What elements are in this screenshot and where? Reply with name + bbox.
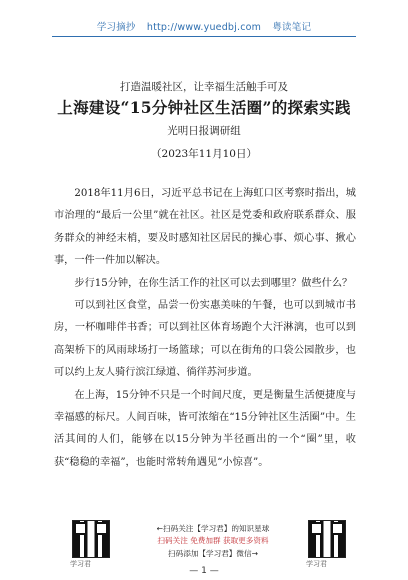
qr-left-caption: 学习君	[70, 560, 91, 568]
article-title: 上海建设“15分钟社区生活圈”的探索实践	[57, 98, 351, 117]
promo-line-1: ←扫码关注【学习君】的知识星球	[156, 524, 270, 533]
body-paragraph: 可以到社区食堂，品尝一份实惠美味的午餐，也可以到城市书房，一杯咖啡伴书香；可以到社区体育场跑个大汗淋漓，也可以到高架桥下的风雨球场打一场篮球；可以在街角的口袋公园散步，也可以约上友人骑行滨江绿道、徜徉苏河步道。	[54, 300, 356, 379]
body-paragraph: 步行15分钟，在你生活工作的社区可以去到哪里？做些什么？	[74, 277, 353, 289]
qr-code-right-icon[interactable]	[308, 520, 346, 558]
page-footer	[0, 520, 408, 580]
qr-code-left-icon[interactable]	[72, 520, 110, 558]
page-header	[0, 19, 408, 33]
promo-line-2: 扫码关注 免费加群 获取更多资料	[157, 536, 269, 545]
article-date: （2023年11月10日）	[151, 148, 257, 160]
body-paragraph: 2018年11月6日，习近平总书记在上海虹口区考察时指出，城市治理的“最后一公里”就在社区。社区是党委和政府联系群众、服务群众的神经末梢，要及时感知社区居民的操心事、烦心事、揪心事，一件一件加以解决。	[54, 188, 356, 267]
header-divider	[52, 36, 356, 37]
promo-line-3: 扫码添加【学习君】微信→	[168, 549, 258, 558]
header-url-link[interactable]: http://www.yuedbj.com	[146, 22, 262, 33]
article-body	[54, 183, 356, 474]
page-number: — 1 —	[189, 566, 219, 576]
body-paragraph: 在上海，15分钟不只是一个时间尺度，更是衡量生活便捷度与幸福感的标尺。人间百味，皆可浓缩在“15分钟社区生活圈”中。生活其间的人们，能够在以15分钟为半径画出的一个“圈”里，收获“稳稳的幸福”，也能时常转角遇见“小惊喜”。	[54, 389, 356, 468]
article-author: 光明日报调研组	[167, 125, 241, 137]
article-kicker: 打造温暖社区，让幸福生活触手可及	[120, 81, 288, 93]
qr-right-caption: 学习君	[306, 560, 327, 568]
header-site-name: 学习摘抄	[96, 22, 136, 33]
header-brand: 粤读笔记	[272, 22, 312, 33]
